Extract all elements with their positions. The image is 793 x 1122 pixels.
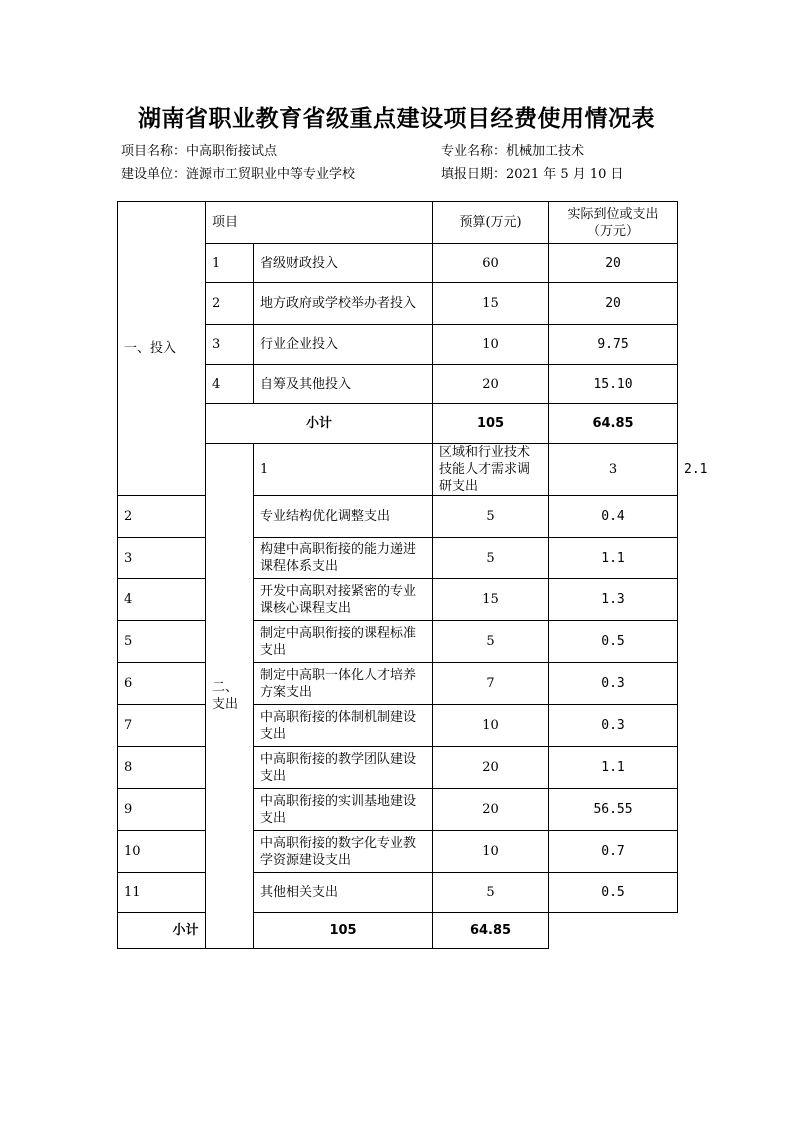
- table-row: [118, 579, 678, 621]
- row-number: 7: [118, 705, 206, 747]
- header-budget: 预算(万元): [433, 202, 549, 244]
- row-budget: 20: [433, 789, 549, 831]
- row-actual: 20: [549, 283, 678, 325]
- row-actual: 0.7: [549, 831, 678, 873]
- row-budget: 10: [433, 831, 549, 873]
- subtotal-budget: 105: [433, 404, 549, 444]
- row-number: 5: [118, 621, 206, 663]
- row-actual: 9.75: [549, 325, 678, 365]
- row-item-name: 省级财政投入: [254, 244, 433, 283]
- row-budget: 7: [433, 663, 549, 705]
- row-item-name: 自筹及其他投入: [254, 365, 433, 404]
- row-item-name: 构建中高职衔接的能力递进课程体系支出: [254, 538, 433, 579]
- header-actual: 实际到位或支出（万元）: [549, 202, 678, 244]
- row-budget: 5: [433, 538, 549, 579]
- row-budget: 3: [549, 444, 678, 496]
- row-item-name: 地方政府或学校举办者投入: [254, 283, 433, 325]
- project-name: 项目名称：中高职衔接试点: [121, 144, 278, 159]
- row-number: 1: [206, 244, 254, 283]
- row-item-name: 中高职衔接的教学团队建设支出: [254, 747, 433, 789]
- row-budget: 20: [433, 365, 549, 404]
- row-budget: 15: [433, 579, 549, 621]
- subtotal-row: [118, 913, 678, 949]
- row-item-name: 制定中高职一体化人才培养方案支出: [254, 663, 433, 705]
- table-row: [118, 621, 678, 663]
- major-name: 专业名称：机械加工技术: [441, 144, 585, 159]
- row-budget: 60: [433, 244, 549, 283]
- row-number: 4: [118, 579, 206, 621]
- row-number: 4: [206, 365, 254, 404]
- row-budget: 5: [433, 496, 549, 538]
- table-row: [118, 496, 678, 538]
- row-budget: 5: [433, 621, 549, 663]
- header-row: [118, 202, 678, 244]
- subtotal-label: 小计: [206, 404, 433, 444]
- row-actual: 20: [549, 244, 678, 283]
- table-row: 二、支出 1 区域和行业技术技能人才需求调研支出 3 2.1: [118, 444, 678, 496]
- row-item-name: 其他相关支出: [254, 873, 433, 913]
- page-title: 湖南省职业教育省级重点建设项目经费使用情况表: [138, 106, 655, 132]
- row-budget: 15: [433, 283, 549, 325]
- row-number: 10: [118, 831, 206, 873]
- row-budget: 5: [433, 873, 549, 913]
- fill-date: 填报日期：2021 年 5 月 10 日: [441, 167, 624, 182]
- row-number: 2: [206, 283, 254, 325]
- row-item-name: 中高职衔接的实训基地建设支出: [254, 789, 433, 831]
- row-number: 6: [118, 663, 206, 705]
- table-row: [118, 789, 678, 831]
- table-row: [118, 873, 678, 913]
- row-number: 8: [118, 747, 206, 789]
- row-actual: 1.1: [549, 538, 678, 579]
- subtotal-budget: 105: [254, 913, 433, 949]
- row-actual: 0.5: [549, 873, 678, 913]
- row-actual: 15.10: [549, 365, 678, 404]
- row-number: 3: [118, 538, 206, 579]
- row-actual: 1.3: [549, 579, 678, 621]
- table-row: [118, 705, 678, 747]
- row-item-name: 区域和行业技术技能人才需求调研支出: [433, 444, 549, 496]
- row-number: 1: [254, 444, 433, 496]
- row-actual: 1.1: [549, 747, 678, 789]
- row-actual: 56.55: [549, 789, 678, 831]
- row-item-name: 开发中高职对接紧密的专业课核心课程支出: [254, 579, 433, 621]
- row-item-name: 中高职衔接的数字化专业教学资源建设支出: [254, 831, 433, 873]
- row-actual: 0.3: [549, 663, 678, 705]
- row-actual: 0.3: [549, 705, 678, 747]
- row-budget: 10: [433, 705, 549, 747]
- row-item-name: 行业企业投入: [254, 325, 433, 365]
- row-number: 3: [206, 325, 254, 365]
- category-input: 一、投入: [118, 202, 206, 496]
- table-row: [118, 538, 678, 579]
- expense-table: [117, 201, 708, 949]
- header-item: 项目: [206, 202, 433, 244]
- row-actual: 0.4: [549, 496, 678, 538]
- category-expense: 二、支出: [206, 444, 254, 949]
- table-row: [118, 663, 678, 705]
- row-budget: 20: [433, 747, 549, 789]
- construction-unit: 建设单位：涟源市工贸职业中等专业学校: [121, 167, 356, 182]
- row-item-name: 专业结构优化调整支出: [254, 496, 433, 538]
- table-row: [118, 747, 678, 789]
- row-actual: 0.5: [549, 621, 678, 663]
- subtotal-label: 小计: [118, 913, 254, 949]
- row-number: 9: [118, 789, 206, 831]
- subtotal-actual: 64.85: [433, 913, 549, 949]
- row-budget: 10: [433, 325, 549, 365]
- row-number: 11: [118, 873, 206, 913]
- row-number: 2: [118, 496, 206, 538]
- row-item-name: 中高职衔接的体制机制建设支出: [254, 705, 433, 747]
- subtotal-actual: 64.85: [549, 404, 678, 444]
- row-item-name: 制定中高职衔接的课程标准支出: [254, 621, 433, 663]
- table-row: [118, 831, 678, 873]
